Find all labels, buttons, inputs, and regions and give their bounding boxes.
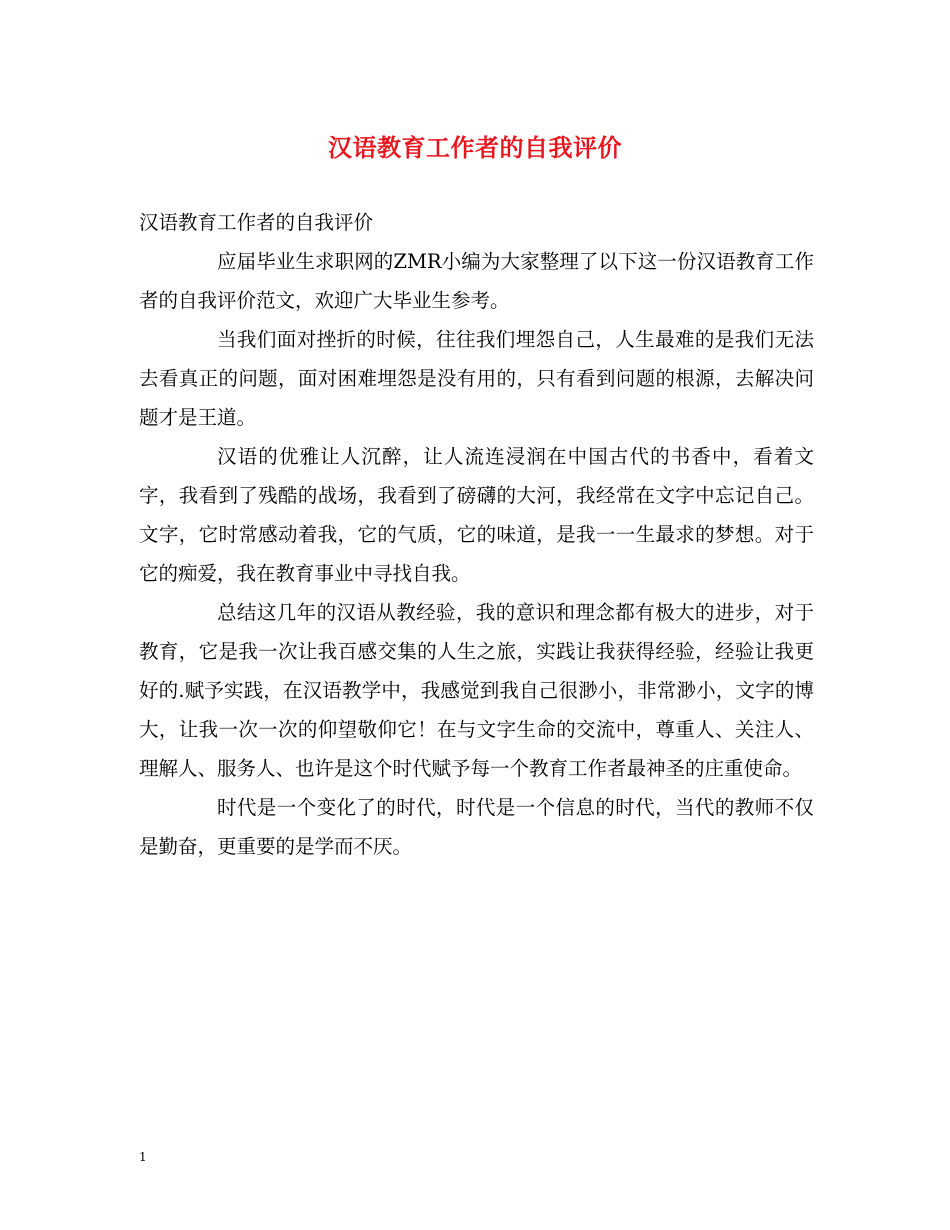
document-body — [139, 203, 814, 866]
page-number: 1 — [139, 1150, 147, 1164]
document-subtitle: 汉语教育工作者的自我评价 — [139, 211, 374, 234]
paragraph-intro: 应届毕业生求职网的ZMR小编为大家整理了以下这一份汉语教育工作者的自我评价范文，欢迎广大毕业生参考。 — [139, 250, 814, 312]
paragraph-chinese-elegance: 汉语的优雅让人沉醉，让人流连浸润在中国古代的书香中，看着文字，我看到了残酷的战场，我看到了磅礴的大河，我经常在文字中忘记自己。文字，它时常感动着我，它的气质，它的味道，是我一一生最求的梦想。对于它的痴爱，我在教育事业中寻找自我。 — [139, 445, 814, 585]
paragraph-era: 时代是一个变化了的时代，时代是一个信息的时代，当代的教师不仅是勤奋，更重要的是学而不厌。 — [139, 796, 814, 858]
document-title: 汉语教育工作者的自我评价 — [328, 133, 622, 162]
paragraph-teaching-experience: 总结这几年的汉语从教经验，我的意识和理念都有极大的进步，对于教育，它是我一次让我百感交集的人生之旅，实践让我获得经验，经验让我更好的.赋予实践，在汉语教学中，我感觉到我自己很渺小，非常渺小，文字的博大，让我一次一次的仰望敬仰它！在与文字生命的交流中，尊重人、关注人、理解人、服务人、也许是这个时代赋予每一个教育工作者最神圣的庄重使命。 — [139, 601, 814, 780]
paragraph-setbacks: 当我们面对挫折的时候，往往我们埋怨自己，人生最难的是我们无法去看真正的问题，面对困难埋怨是没有用的，只有看到问题的根源，去解决问题才是王道。 — [139, 328, 814, 429]
